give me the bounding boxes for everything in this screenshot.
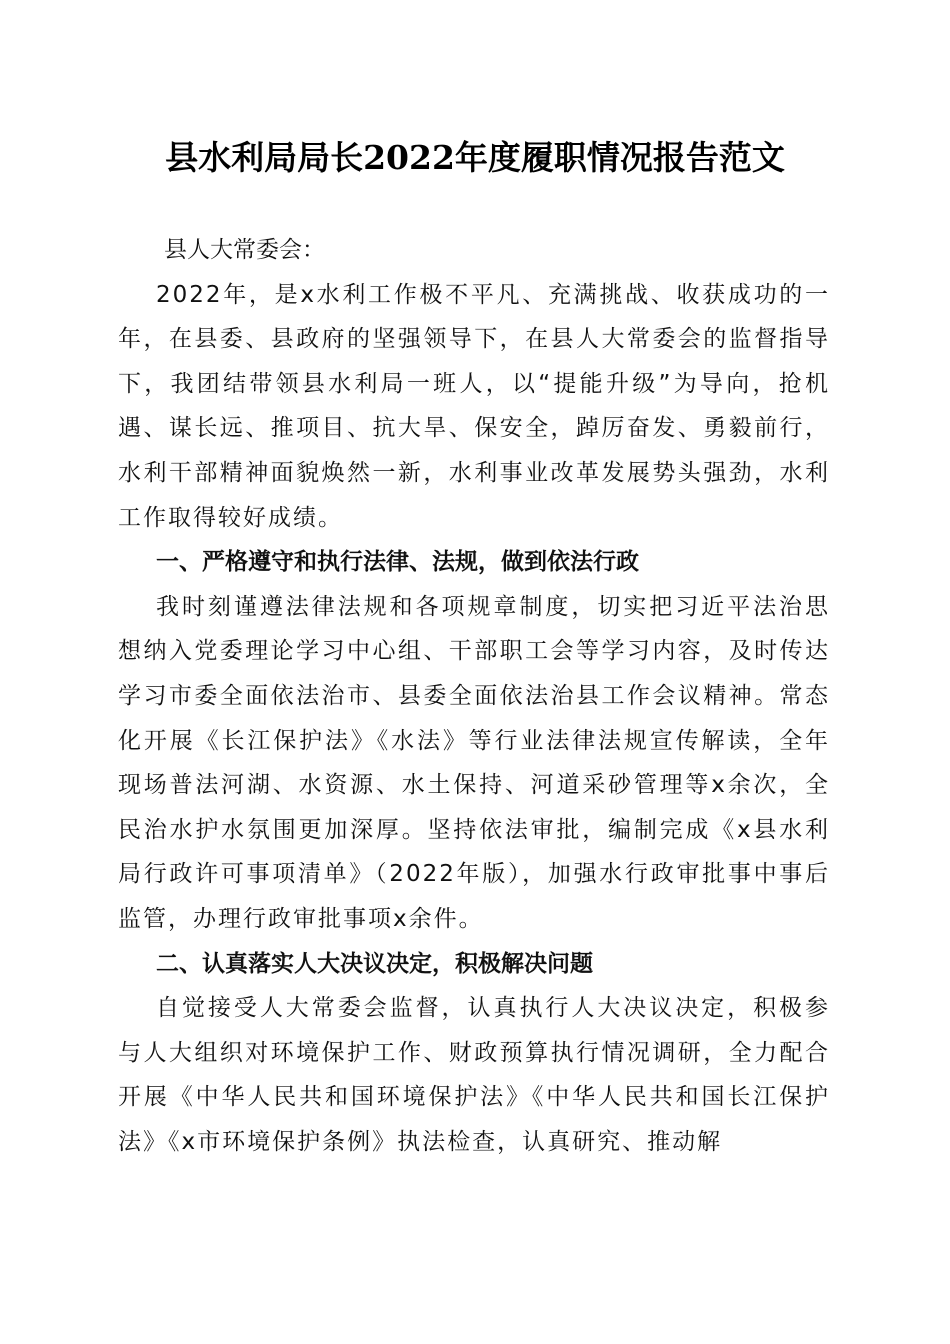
section-heading-1: 一、严格遵守和执行法律、法规，做到依法行政 bbox=[156, 549, 639, 576]
section-heading-2: 二、认真落实人大决议决定，积极解决问题 bbox=[156, 950, 593, 977]
section-paragraph-2: 自觉接受人大常委会监督，认真执行人大决议决定，积极参与人大组织对环境保护工作、财政预算执行情况调研，全力配合开展《中华人民共和国环境保护法》《中华人民共和国长江保护法》《x市环境保护条例》执法检查，认真研究、推动解 bbox=[118, 995, 830, 1155]
intro-paragraph: 2022年，是x水利工作极不平凡、充满挑战、收获成功的一年，在县委、县政府的坚强领导下，在县人大常委会的监督指导下，我团结带领县水利局一班人，以“提能升级”为导向，抢机遇、谋长远、推项目、抗大旱、保安全，踔厉奋发、勇毅前行，水利干部精神面貌焕然一新，水利事业改革发展势头强劲，水利工作取得较好成绩。 bbox=[118, 281, 830, 531]
document-title: 县水利局局长2022年度履职情况报告范文 bbox=[165, 138, 785, 177]
document-body bbox=[118, 228, 830, 1164]
salutation: 县人大常委会： bbox=[164, 237, 325, 263]
section-paragraph-1: 我时刻谨遵法律法规和各项规章制度，切实把习近平法治思想纳入党委理论学习中心组、干部职工会等学习内容，及时传达学习市委全面依法治市、县委全面依法治县工作会议精神。常态化开展《长江保护法》《水法》等行业法律法规宣传解读，全年现场普法河湖、水资源、水土保持、河道采砂管理等x余次，全民治水护水氛围更加深厚。坚持依法审批，编制完成《x县水利局行政许可事项清单》（2022年版），加强水行政审批事中事后监管，办理行政审批事项x余件。 bbox=[118, 593, 830, 932]
